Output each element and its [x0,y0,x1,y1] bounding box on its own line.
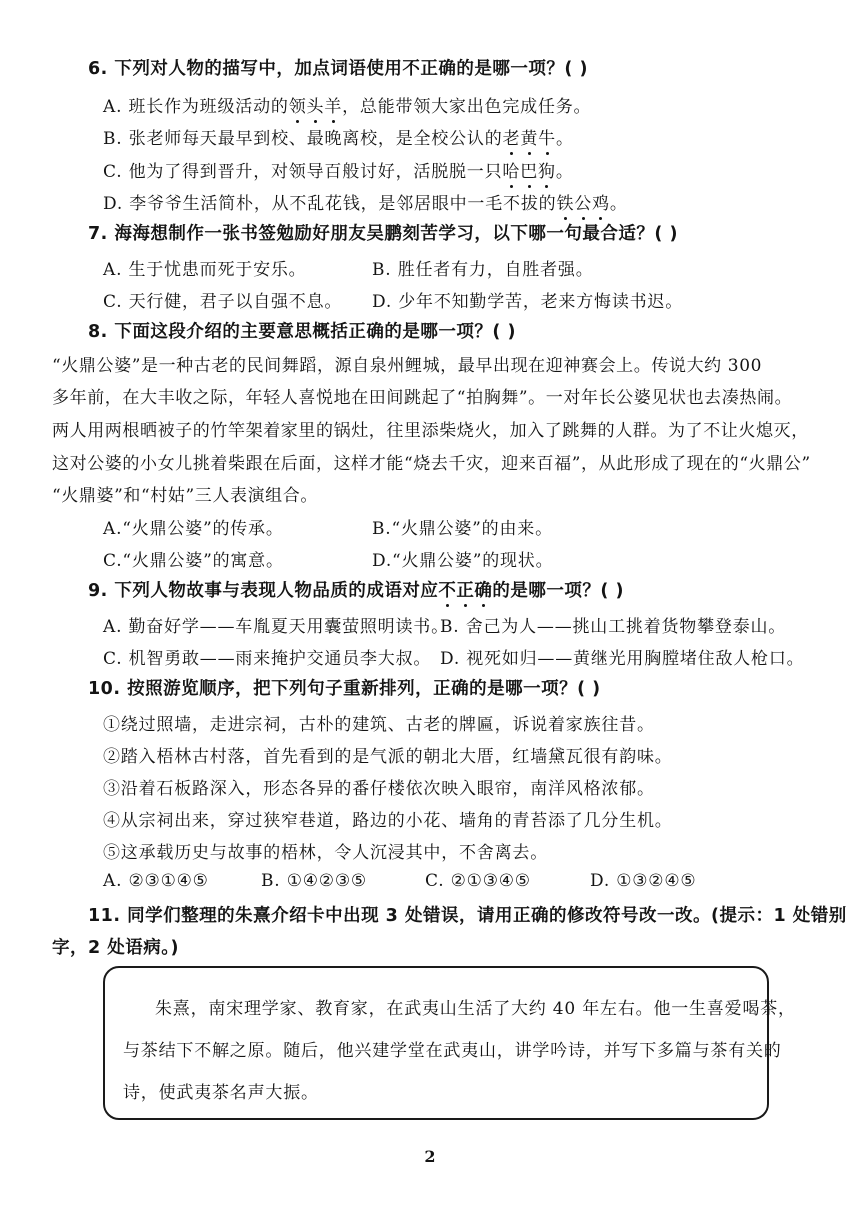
q6-option-d-post: 。 [609,194,628,214]
q10-sentence-5: ⑤这承载历史与故事的梧林，令人沉浸其中，不舍离去。 [103,843,548,863]
q6-option-a-dotted: 领头羊 [288,97,343,117]
q8-passage-line-1: “火鼎公婆”是一种古老的民间舞蹈，源自泉州鲤城，最早出现在迎神赛会上。传说大约 300 [52,356,763,376]
q8-option-d[interactable]: D.“火鼎公婆”的现状。 [372,551,554,571]
question-7-stem: 7. 海海想制作一张书签勉励好朋友吴鹏刻苦学习，以下哪一句最合适？( ) [88,224,679,244]
q8-passage-line-4: 这对公婆的小女儿挑着柴跟在后面，这样才能“烧去千灾，迎来百福”，从此形成了现在的“火鼎公” [52,454,811,474]
zhuxi-intro-card[interactable] [103,966,796,1120]
q9-stem-dotted: 不正确 [438,581,493,601]
q8-option-a[interactable]: A.“火鼎公婆”的传承。 [103,519,284,539]
q6-option-a-pre: A. 班长作为班级活动的 [103,97,289,117]
question-9-stem [88,577,624,602]
card-line-3: 诗，使武夷茶名声大振。 [123,1083,319,1103]
q10-sentence-4: ④从宗祠出来，穿过狭窄巷道，路边的小花、墙角的青苔添了几分生机。 [103,811,673,831]
q8-passage-line-2: 多年前，在大丰收之际，年轻人喜悦地在田间跳起了“拍胸舞”。一对年长公婆见状也去凑热闹。 [52,388,793,408]
q6-option-d-pre: D. 李爷爷生活简朴，从不乱花钱，是邻居眼中一毛不拔的 [103,194,557,214]
q10-option-c[interactable]: C. ②①③④⑤ [425,871,531,891]
q6-option-b-dotted: 老黄牛 [502,129,556,149]
q6-option-b-pre: B. 张老师每天最早到校、最晚离校，是全校公认的 [103,129,503,149]
q8-option-c[interactable]: C.“火鼎公婆”的寓意。 [103,551,284,571]
q9-stem-post: 的是哪一项？( ) [492,581,625,601]
q6-option-a-post: ，总能带领大家出色完成任务。 [342,97,592,117]
q8-option-b[interactable]: B.“火鼎公婆”的由来。 [372,519,553,539]
q8-passage-line-5: “火鼎婆”和“村姑”三人表演组合。 [52,486,318,506]
q6-option-c[interactable] [103,157,574,182]
q7-option-d[interactable]: D. 少年不知勤学苦，老来方悔读书迟。 [372,292,684,312]
page-number: 2 [424,1147,436,1166]
q6-option-d-dotted: 铁公鸡 [556,194,610,214]
q10-option-d[interactable]: D. ①③②④⑤ [590,871,697,891]
q10-option-a[interactable]: A. ②③①④⑤ [103,871,209,891]
card-line-2: 与茶结下不解之原。随后，他兴建学堂在武夷山，讲学吟诗，并写下多篇与茶有关的 [123,1041,782,1061]
q6-option-c-dotted: 哈巴狗 [502,162,556,182]
q10-sentence-3: ③沿着石板路深入，形态各异的番仔楼依次映入眼帘，南洋风格浓郁。 [103,779,655,799]
q6-option-d[interactable] [103,189,628,214]
q6-option-c-pre: C. 他为了得到晋升，对领导百般讨好，活脱脱一只 [103,162,503,182]
q6-option-a[interactable] [103,92,591,117]
question-8-stem: 8. 下面这段介绍的主要意思概括正确的是哪一项？( ) [88,322,517,342]
question-6-stem: 6. 下列对人物的描写中，加点词语使用不正确的是哪一项？( ) [88,59,589,79]
q6-option-c-post: 。 [555,162,574,182]
question-10-stem: 10. 按照游览顺序，把下列句子重新排列，正确的是哪一项？( ) [88,679,601,699]
question-11-stem-line-1: 11. 同学们整理的朱熹介绍卡中出现 3 处错误，请用正确的修改符号改一改。(提示：1 处错别 [88,906,847,926]
q10-sentence-1: ①绕过照墙，走进宗祠，古朴的建筑、古老的牌匾，诉说着家族往昔。 [103,715,655,735]
card-line-1: 朱熹，南宋理学家、教育家，在武夷山生活了大约 40 年左右。他一生喜爱喝茶， [155,999,796,1019]
q9-option-c[interactable]: C. 机智勇敢——雨来掩护交通员李大叔。 [103,649,432,669]
q9-stem-pre: 9. 下列人物故事与表现人物品质的成语对应 [88,581,439,601]
q7-option-a[interactable]: A. 生于忧患而死于安乐。 [103,260,307,280]
question-11-stem-line-2: 字，2 处语病。) [52,938,180,958]
q7-option-b[interactable]: B. 胜任者有力，自胜者强。 [372,260,594,280]
q8-passage-line-3: 两人用两根晒被子的竹竿架着家里的锅灶，往里添柴烧火，加入了跳舞的人群。为了不让火熄灭， [52,421,809,441]
q6-option-b-post: 。 [555,129,574,149]
q10-sentence-2: ②踏入梧林古村落，首先看到的是气派的朝北大厝，红墙黛瓦很有韵味。 [103,747,673,767]
q9-option-b[interactable]: B. 舍己为人——挑山工挑着货物攀登泰山。 [440,617,787,637]
q10-option-b[interactable]: B. ①④②③⑤ [261,871,367,891]
q9-option-a[interactable]: A. 勤奋好学——车胤夏天用囊萤照明读书。 [103,617,449,637]
q9-option-d[interactable]: D. 视死如归——黄继光用胸膛堵住敌人枪口。 [440,649,805,669]
q6-option-b[interactable] [103,124,574,149]
q7-option-c[interactable]: C. 天行健，君子以自强不息。 [103,292,343,312]
